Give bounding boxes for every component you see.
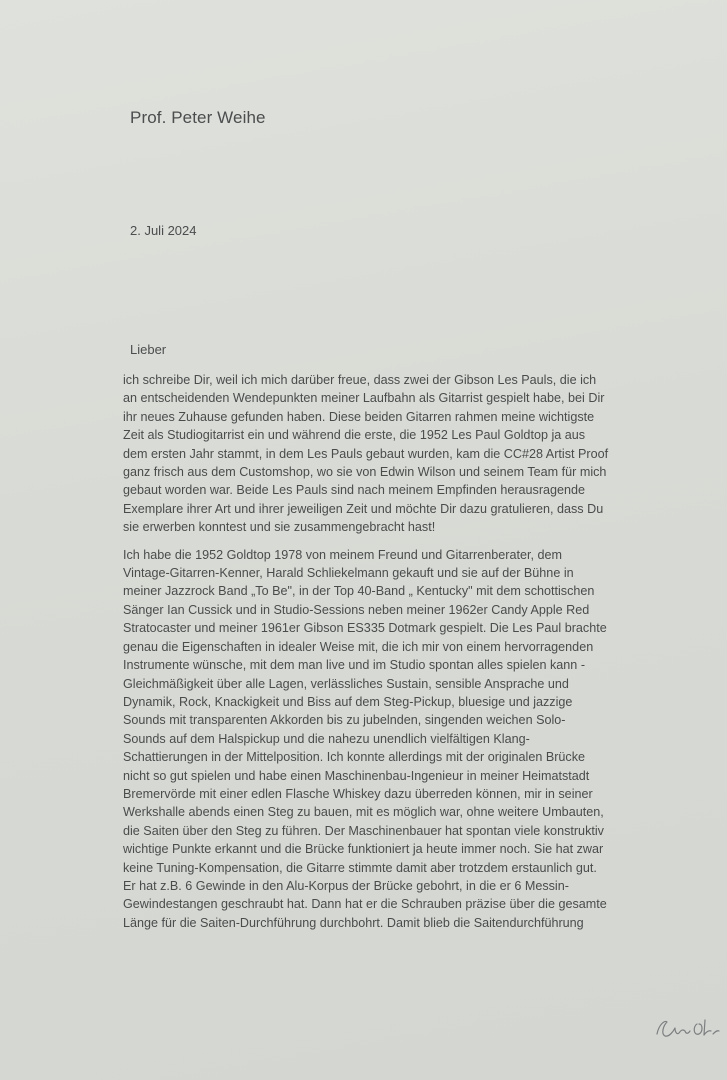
- sender-name: Prof. Peter Weihe: [130, 108, 266, 127]
- text-line: Exemplare ihrer Art und ihrer jeweiligen Zeit und möchte Dir dazu gratulieren, dass Du: [123, 501, 604, 516]
- text-line: Bremervörde mit einer edlen Flasche Whiskey dazu überreden können, mir in seiner: [123, 786, 593, 801]
- text-line: Sounds auf dem Halspickup und die nahezu unendlich vielfältigen Klang-: [123, 731, 530, 746]
- text-line: Zeit als Studiogitarrist ein und während die erste, die 1952 Les Paul Goldtop ja aus: [123, 428, 586, 443]
- text-line: ihr neues Zuhause gefunden haben. Diese beiden Gitarren rahmen meine wichtigste: [123, 409, 595, 424]
- text-line: nicht so gut spielen und habe einen Maschinenbau-Ingenieur in meiner Heimatstadt: [123, 768, 590, 783]
- text-line: keine Tuning-Kompensation, die Gitarre stimmte damit aber trotzdem erstaunlich gut.: [123, 860, 597, 875]
- letter-date: 2. Juli 2024: [130, 223, 197, 238]
- text-line: ich schreibe Dir, weil ich mich darüber freue, dass zwei der Gibson Les Pauls, die ich: [123, 373, 597, 387]
- text-line: Er hat z.B. 6 Gewinde in den Alu-Korpus der Brücke gebohrt, in die er 6 Messin-: [123, 878, 569, 893]
- text-line: Ich habe die 1952 Goldtop 1978 von meinem Freund und Gitarrenberater, dem: [123, 547, 562, 562]
- text-line: sie erwerben konntest und sie zusammengebracht hast!: [123, 520, 436, 535]
- salutation: Lieber: [130, 342, 167, 357]
- paragraph: [123, 371, 648, 537]
- text-line: Vintage-Gitarren-Kenner, Harald Schliekelmann gekauft und sie auf der Bühne in: [123, 566, 574, 581]
- text-line: Stratocaster und meiner 1961er Gibson ES335 Dotmark gespielt. Die Les Paul brachte: [123, 621, 607, 636]
- text-line: dem ersten Jahr stammt, in dem Les Pauls gebaut wurden, kam die CC#28 Artist Proof: [123, 446, 609, 461]
- text-line: Dynamik, Rock, Knackigkeit und Biss auf dem Steg-Pickup, bluesige und jazzige: [123, 694, 573, 709]
- text-line: Instrumente wünsche, mit dem man live und im Studio spontan alles spielen kann -: [123, 658, 586, 673]
- text-line: wichtige Punkte erkannt und die Brücke funktioniert ja heute immer noch. Sie hat zwar: [123, 842, 604, 857]
- text-line: Werkshalle abends einen Steg zu bauen, mit es möglich war, ohne weitere Umbauten,: [123, 805, 604, 820]
- text-line: genau die Eigenschaften in idealer Weise mit, die ich mir von einem hervorragenden: [123, 639, 594, 654]
- text-line: gebaut worden war. Beide Les Pauls sind nach meinem Empfinden herausragende: [123, 483, 586, 498]
- text-line: die Saiten über den Steg zu führen. Der Maschinenbauer hat spontan viele konstruktiv: [123, 823, 604, 838]
- text-line: Gewindestangen geschraubt hat. Dann hat er die Schrauben präzise über die gesamte: [123, 897, 607, 912]
- text-line: Länge für die Saiten-Durchführung durchbohrt. Damit blieb die Saitendurchführung: [123, 915, 584, 930]
- text-line: meiner Jazzrock Band „To Be", in der Top 40-Band „ Kentucky" mit dem schottischen: [123, 584, 595, 599]
- text-line: ganz frisch aus dem Customshop, wo sie von Edwin Wilson und seinem Team für mich: [123, 465, 607, 480]
- text-line: Sänger Ian Cussick und in Studio-Sessions neben meiner 1962er Candy Apple Red: [123, 602, 590, 617]
- paragraph: [123, 546, 648, 933]
- text-line: an entscheidenden Wendepunkten meiner Laufbahn als Gitarrist gespielt habe, bei Dir: [123, 391, 605, 406]
- text-line: Gleichmäßigkeit über alle Lagen, verlässliches Sustain, sensible Ansprache und: [123, 676, 569, 691]
- text-line: Sounds mit transparenten Akkorden bis zu jubelnden, singenden weichen Solo-: [123, 713, 566, 728]
- signature-mark: [653, 1010, 723, 1042]
- letter-body: [123, 371, 648, 941]
- text-line: Schattierungen in der Mittelposition. Ich konnte allerdings mit der originalen Brücke: [123, 750, 586, 765]
